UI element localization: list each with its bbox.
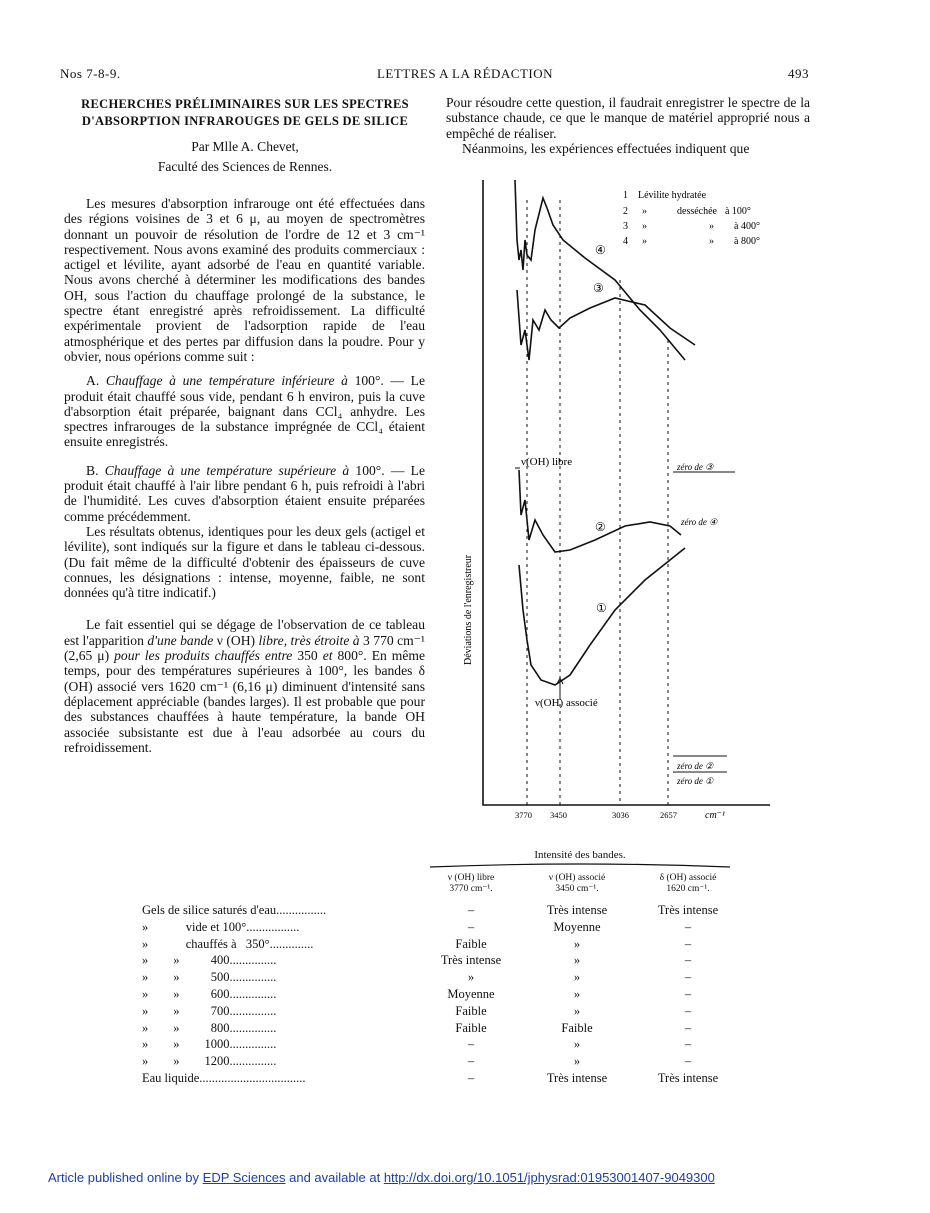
col2-label: ν (OH) associé (548, 873, 606, 883)
c-d: 350 (292, 648, 323, 664)
affiliation: Faculté des Sciences de Rennes. (157, 159, 333, 174)
col1-label: ν (OH) libre (447, 873, 495, 883)
label-a: A. (86, 373, 100, 389)
col3-label: δ (OH) associé (659, 873, 717, 883)
table-row-label: » » 1200............... (142, 1054, 277, 1069)
table-header-rule (430, 862, 730, 872)
footer-middle: and available at (285, 1170, 384, 1185)
xtick-3450: 3450 (550, 810, 567, 820)
legend-3: 3 » » à 400° (623, 221, 760, 232)
table-cell-libre: – (467, 1071, 475, 1085)
table-row-label: » » 1000............... (142, 1037, 277, 1052)
table-row-label: » vide et 100°................. (142, 919, 300, 934)
table-cell-delta: – (684, 970, 692, 985)
right-column-text (446, 95, 810, 156)
page-number: 493 (788, 66, 809, 81)
c-a: Le fait essentiel qui se dégage de l'observation de ce tableau est l'apparition (64, 617, 425, 648)
x-unit: cm⁻¹ (705, 810, 725, 821)
c-i2: libre, très étroite à (258, 632, 360, 648)
label-oh-associe: ν(OH) associé (535, 697, 598, 709)
table-cell-delta: – (684, 1020, 692, 1035)
publisher-link[interactable]: EDP Sciences (202, 1170, 286, 1185)
table-cell-associe: » (573, 1037, 581, 1052)
table-cell-libre: – (467, 1037, 475, 1052)
table-cell-associe: Moyenne (553, 919, 601, 934)
table-row-label: » » 600............... (142, 987, 277, 1001)
table-cell-delta: – (684, 1037, 692, 1052)
col3-freq: 1620 cm⁻¹. (666, 884, 710, 894)
doi-link[interactable]: http://dx.doi.org/10.1051/jphysrad:01953001407-9049300 (383, 1170, 715, 1185)
table-row-label: Gels de silice saturés d'eau................ (142, 903, 327, 917)
curve-4 (515, 180, 685, 360)
table-cell-associe: » (573, 936, 581, 951)
table-cell-libre: Faible (455, 1003, 487, 1018)
curve-label-3: ③ (593, 281, 604, 295)
paragraph-intro: Les mesures d'absorption infrarouge ont été effectuées dans des régions voisines de 3 et 6 μ, au moyen de spectromètres donnant un pouvoir de résolution de l'ordre de 12 et 3 cm⁻¹ respectivement. Nous avons examiné des produits commerciaux : actigel et lévilite, ayant adsorbé de l'eau en quantité variable. Nous avons cherché à déterminer les modifications des bandes OH, sous l'action du chauffage prolongé de la substance, le spectre étant enregistré après refroidissement. La difficulté expérimentale provient de l'adsorption rapide de l'eau atmosphérique et des pertes par diffusion dans la poudre. Pour y obvier, nous opérions comme suit : (64, 196, 425, 364)
table-cell-associe: » (573, 970, 581, 985)
table-row-label: » » 700............... (142, 1003, 277, 1018)
y-axis (483, 180, 770, 805)
table-cell-associe: Faible (561, 1020, 593, 1035)
table-cell-libre: Très intense (440, 953, 502, 968)
table-row-label: » » 500............... (142, 970, 277, 985)
table-cell-associe: » (573, 987, 581, 1001)
label-b: B. (86, 462, 99, 478)
spectrum-figure (455, 170, 805, 830)
table-cell-delta: – (684, 936, 692, 951)
table-cell-associe: » (573, 953, 581, 968)
table-row-label: » » 400............... (142, 953, 277, 968)
col-header-2 (525, 873, 629, 894)
curve-label-1: ① (596, 601, 607, 615)
italic-b: Chauffage à une température supérieure à (104, 462, 350, 478)
xtick-2657: 2657 (660, 810, 677, 820)
curve-1 (519, 548, 685, 685)
curve-2 (519, 470, 681, 552)
table-cell-delta: Très intense (657, 903, 719, 917)
c-b: ν (OH) (213, 632, 259, 648)
footer-prefix: Article published online by (48, 1170, 203, 1185)
left-column (64, 196, 425, 764)
table-cell-libre: – (467, 919, 475, 934)
c-c: 3 770 cm⁻¹ (2,65 μ) (64, 632, 425, 664)
col1-freq: 3770 cm⁻¹. (449, 884, 493, 894)
table-row-label: » » 800............... (142, 1020, 277, 1035)
col-header-1 (424, 873, 518, 894)
curve-label-2: ② (595, 520, 606, 534)
article-title (75, 96, 415, 130)
table-cell-associe: » (573, 1003, 581, 1018)
col2-freq: 3450 cm⁻¹. (555, 884, 599, 894)
label-oh-libre: ν(OH) libre (521, 456, 573, 468)
table-cell-associe: » (573, 1054, 581, 1069)
c-i1: d'une bande (147, 632, 214, 648)
table-cell-libre: Faible (455, 936, 487, 951)
table-cell-libre: Moyenne (447, 987, 495, 1001)
paragraph-b (64, 463, 425, 524)
legend-4: 4 » » à 800° (623, 236, 760, 247)
zero-3: zéro de ③ (677, 462, 714, 472)
table-row-label: » chauffés à 350°.............. (142, 936, 314, 951)
paragraph-right-2: Néanmoins, les expériences effectuées indiquent que (462, 140, 750, 156)
table-cell-delta: – (684, 919, 692, 934)
paragraph-right-1: Pour résoudre cette question, il faudrait enregistrer le spectre de la substance chaude, ce que le manque de matériel approprié nous a empêché de réaliser. (446, 95, 810, 141)
running-header: LETTRES A LA RÉDACTION (376, 66, 554, 81)
c-i3: pour les produits chauffés entre (114, 648, 293, 664)
c-e: 800°. En même temps, pour des températures supérieures à 100°, les bandes δ (OH) associé vers 1620 cm⁻¹ (6,16 μ) diminuent d'intensité sans déplacement appréciable (bandes larges). Il est probable que pour des substances chauffées à haute température, la bande OH associée subsistante est due à l'eau adsorbée au cours du refroidissement. (64, 648, 425, 755)
xtick-3770: 3770 (515, 810, 532, 820)
paragraph-conclusion (64, 617, 425, 755)
table-row-label: Eau liquide.................................. (142, 1071, 306, 1085)
table-cell-delta: – (684, 987, 692, 1001)
zero-1: zéro de ① (677, 776, 714, 786)
zero-2: zéro de ② (677, 761, 714, 771)
zero-4: zéro de ④ (681, 517, 718, 527)
y-axis-label: Déviations de l'enregistreur (463, 554, 474, 665)
table-cell-delta: – (684, 1003, 692, 1018)
xtick-3036: 3036 (612, 810, 629, 820)
table-cell-associe: Très intense (546, 1071, 608, 1085)
c-i4: et (322, 648, 333, 664)
footer (48, 1170, 715, 1185)
curve-label-4: ④ (595, 243, 606, 257)
text-b: 100°. — Le produit était chauffé à l'air libre pendant 6 h, puis refroidi à l'abri de l'humidité. Les cuves d'absorption étaient ensuite préparées comme précédemment. (64, 462, 425, 524)
table-title: Intensité des bandes. (534, 849, 626, 861)
table-cell-delta: – (684, 1054, 692, 1069)
table-cell-associe: Très intense (546, 903, 608, 917)
legend-1: 1 Lévilite hydratée (623, 190, 707, 201)
author: Par Mlle A. Chevet, (191, 139, 299, 154)
table-cell-libre: – (467, 903, 475, 917)
journal-issue: Nos 7-8-9. (60, 66, 121, 81)
paragraph-results: Les résultats obtenus, identiques pour les deux gels (actigel et lévilite), sont indiqués sur la figure et dans le tableau ci-dessous. (Du fait même de la difficulté d'obtenir des épaisseurs de cuve connues, les désignations : intense, moyenne, faible, ne sont données qu'à titre indicatif.) (64, 523, 425, 601)
col-header-3 (636, 873, 740, 894)
table-cell-libre: Faible (455, 1020, 487, 1035)
legend-2: 2 » desséchée à 100° (623, 206, 751, 217)
italic-a: Chauffage à une température inférieure à (105, 373, 348, 389)
table-cell-delta: Très intense (657, 1071, 719, 1085)
table-cell-libre: – (467, 1054, 475, 1069)
paragraph-a (64, 373, 425, 449)
title-line-2: D'ABSORPTION INFRAROUGES DE GELS DE SILICE (81, 114, 409, 128)
table-cell-libre: » (467, 970, 475, 985)
title-line-1: RECHERCHES PRÉLIMINAIRES SUR LES SPECTRES (81, 97, 409, 111)
text-a: 100°. — Le produit était chauffé sous vide, pendant 6 h environ, puis la cuve d'absorption était préparée, baignant dans CCl₄ anhydre. Les spectres infrarouges de la substance imprégnée de CCl₄ étaient ensuite enregistrés. (64, 373, 425, 450)
table-cell-delta: – (684, 953, 692, 968)
